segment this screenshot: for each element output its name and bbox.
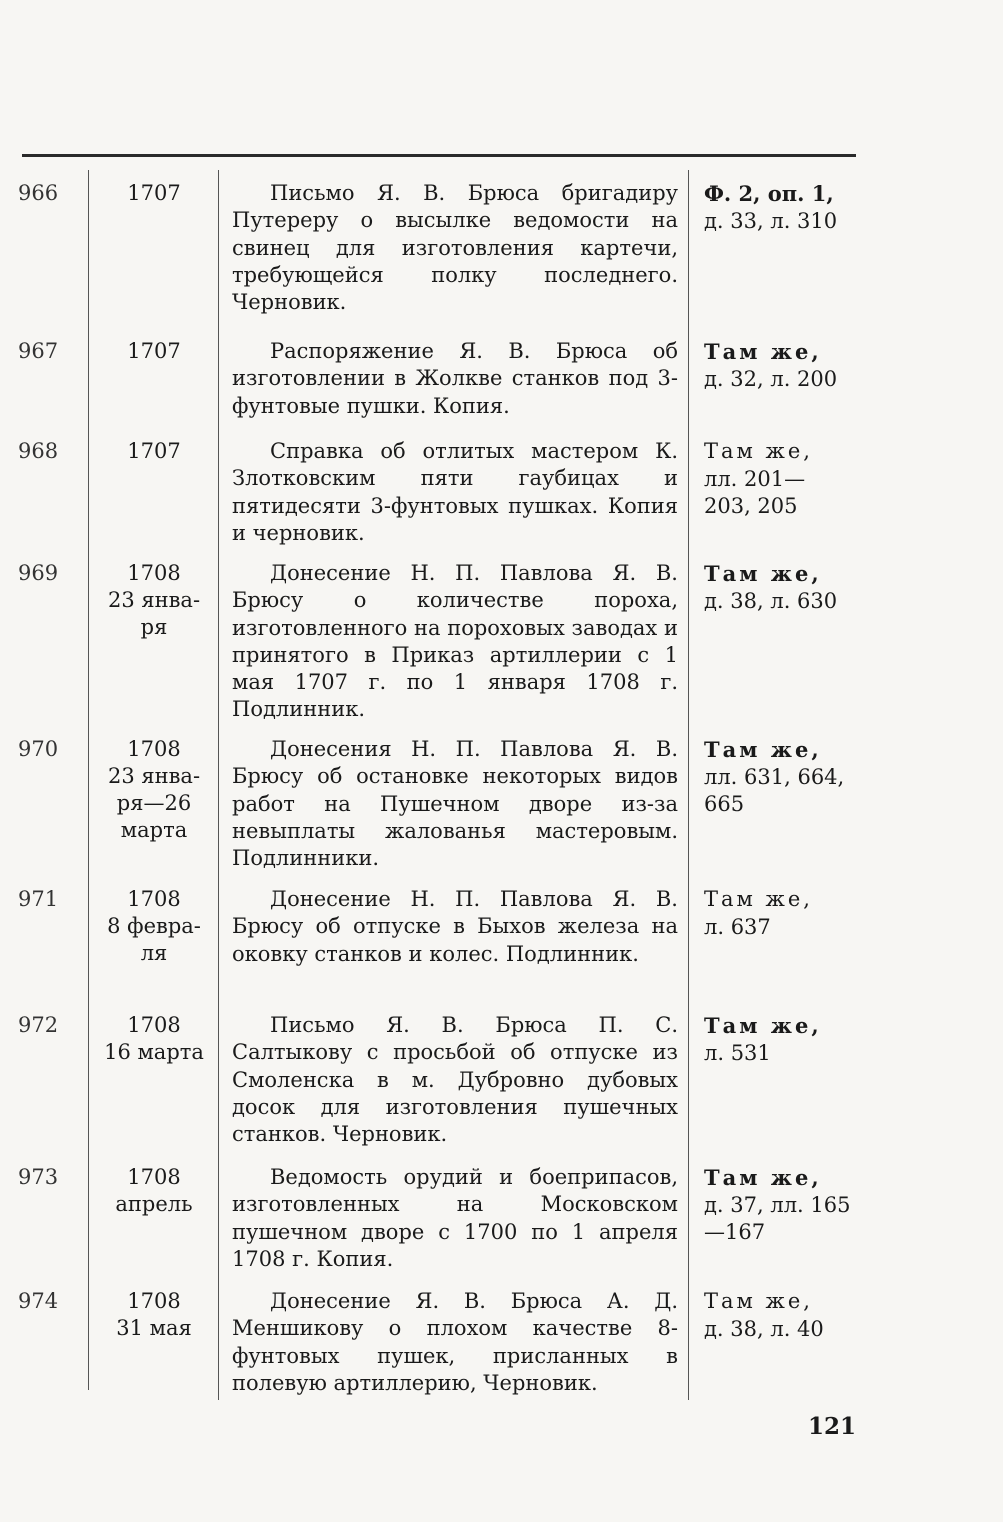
date-line: марта bbox=[120, 818, 188, 842]
ref-head: Там же, bbox=[704, 1289, 813, 1313]
date-line: 8 февра- bbox=[107, 914, 201, 938]
ref-head: Там же, bbox=[704, 737, 822, 762]
ref-head: Там же, bbox=[704, 439, 813, 463]
date-line: 23 янва- bbox=[107, 588, 201, 612]
date-line: 1708 bbox=[127, 1289, 181, 1313]
entry-reference bbox=[704, 560, 854, 615]
entry-number: 971 bbox=[18, 887, 59, 911]
entry-number: 969 bbox=[18, 561, 59, 585]
ref-tail: д. 38, л. 630 bbox=[704, 588, 838, 613]
ref-tail: л. 531 bbox=[704, 1040, 771, 1065]
entry-reference bbox=[704, 1164, 854, 1247]
ref-tail: д. 33, л. 310 bbox=[704, 208, 838, 233]
date-line: 1708 bbox=[127, 561, 181, 585]
entry-reference bbox=[704, 1288, 854, 1343]
entry-number: 970 bbox=[18, 737, 59, 761]
date-line: 23 янва- bbox=[107, 764, 201, 788]
date-line: ря bbox=[140, 615, 168, 639]
entry-description: Донесение Н. П. Павлова Я. В. Брюсу об отпуске в Быхов железа на оковку станков и колес. Подлинник. bbox=[232, 887, 678, 966]
ref-head: Там же, bbox=[704, 887, 813, 911]
ref-tail: л. 637 bbox=[704, 914, 771, 939]
ref-head: Ф. 2, оп. 1, bbox=[704, 181, 834, 206]
entry-date bbox=[92, 886, 216, 967]
ref-tail: д. 37, лл. 165—167 bbox=[704, 1192, 851, 1244]
entry-date bbox=[92, 1164, 216, 1218]
entry-date bbox=[92, 736, 216, 844]
entry-number: 972 bbox=[18, 1013, 59, 1037]
date-line: 16 марта bbox=[104, 1040, 204, 1064]
date-line: 1708 bbox=[127, 737, 181, 761]
ref-head: Там же, bbox=[704, 561, 822, 586]
entry-number: 973 bbox=[18, 1165, 59, 1189]
date-line: 1707 bbox=[127, 339, 181, 363]
date-line: 1707 bbox=[127, 439, 181, 463]
entry-number: 968 bbox=[18, 439, 59, 463]
ref-tail: д. 38, л. 40 bbox=[704, 1316, 824, 1341]
entry-description: Письмо Я. В. Брюса бригадиру Путереру о высылке ведомости на свинец для изготовления картечи, требующейся полку последнего. Черновик. bbox=[232, 181, 678, 315]
ref-head: Там же, bbox=[704, 1165, 822, 1190]
date-line: ля bbox=[140, 941, 168, 965]
ref-tail: д. 32, л. 200 bbox=[704, 366, 838, 391]
date-line: ря—26 bbox=[116, 791, 192, 815]
entry-date bbox=[92, 1288, 216, 1342]
entry-number: 966 bbox=[18, 181, 59, 205]
page-number: 121 bbox=[808, 1413, 857, 1440]
column-divider-1 bbox=[88, 170, 89, 1390]
ref-tail: лл. 201— 203, 205 bbox=[704, 466, 806, 518]
column-divider-3 bbox=[688, 170, 689, 1400]
entry-number: 967 bbox=[18, 339, 59, 363]
entry-date bbox=[92, 560, 216, 641]
entry-date bbox=[92, 338, 216, 365]
entry-reference bbox=[704, 1012, 854, 1067]
date-line: 1708 bbox=[127, 1165, 181, 1189]
entry-date bbox=[92, 1012, 216, 1066]
date-line: 31 мая bbox=[116, 1316, 192, 1340]
table-top-rule bbox=[22, 154, 856, 157]
entry-description: Донесения Н. П. Павлова Я. В. Брюсу об остановке некоторых видов работ на Пушечном дворе из-за невыплаты жалованья мастеровым. Подлинники. bbox=[232, 737, 678, 871]
entry-description: Справка об отлитых мастером К. Злотковским пяти гаубицах и пятидесяти 3-фунтовых пушках. Копия и черновик. bbox=[232, 439, 678, 545]
date-line: 1708 bbox=[127, 1013, 181, 1037]
date-line: 1707 bbox=[127, 181, 181, 205]
date-line: апрель bbox=[115, 1192, 193, 1216]
entry-description: Донесение Н. П. Павлова Я. В. Брюсу о количестве пороха, изготовленного на пороховых заводах и принятого в Приказ артиллерии с 1 мая 1707 г. по 1 января 1708 г. Подлинник. bbox=[232, 561, 678, 722]
entry-description: Распоряжение Я. В. Брюса об изготовлении в Жолкве станков под 3-фунтовые пушки. Копия. bbox=[232, 339, 678, 418]
entry-reference bbox=[704, 180, 854, 235]
date-line: 1708 bbox=[127, 887, 181, 911]
column-divider-2 bbox=[218, 170, 219, 1400]
entry-description: Письмо Я. В. Брюса П. С. Салтыкову с просьбой об отпуске из Смоленска в м. Дубровно дубовых досок для изготовления пушечных станков. Черновик. bbox=[232, 1013, 678, 1147]
entry-reference bbox=[704, 886, 854, 941]
entry-reference bbox=[704, 438, 854, 521]
ref-head: Там же, bbox=[704, 339, 822, 364]
ref-tail: лл. 631, 664, 665 bbox=[704, 764, 845, 816]
entry-date bbox=[92, 180, 216, 207]
entry-description: Ведомость орудий и боеприпасов, изготовленных на Московском пушечном дворе с 1700 по 1 апреля 1708 г. Копия. bbox=[232, 1165, 678, 1271]
entry-reference bbox=[704, 338, 854, 393]
entry-number: 974 bbox=[18, 1289, 59, 1313]
entry-description: Донесение Я. В. Брюса А. Д. Меншикову о плохом качестве 8-фунтовых пушек, присланных в полевую артиллерию, Черновик. bbox=[232, 1289, 678, 1395]
entry-date bbox=[92, 438, 216, 465]
ref-head: Там же, bbox=[704, 1013, 822, 1038]
entry-reference bbox=[704, 736, 854, 819]
